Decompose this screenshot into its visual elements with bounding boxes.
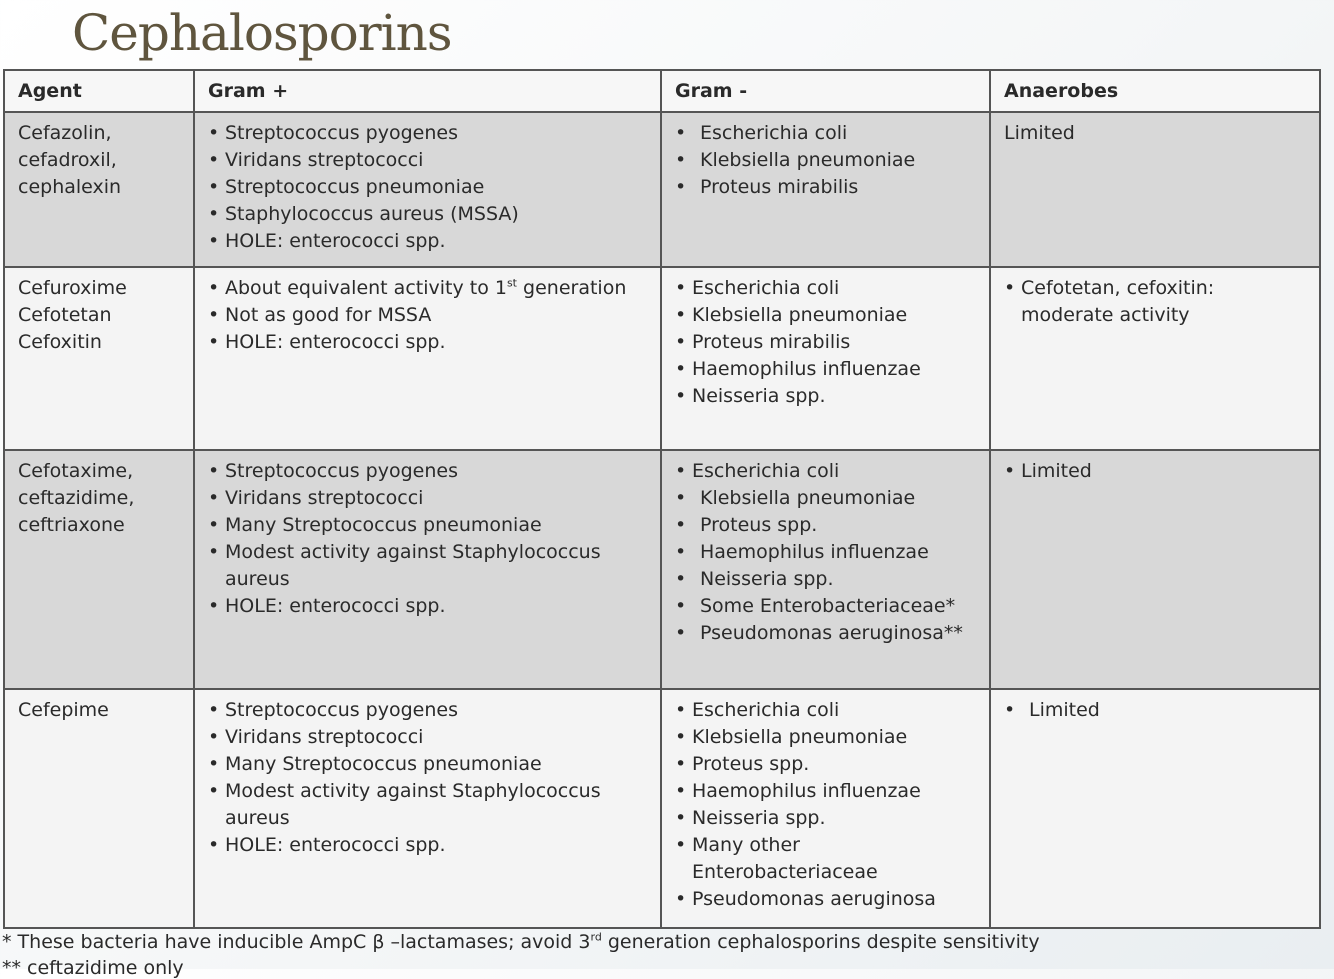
- table-row: [4, 450, 1320, 689]
- list-item: • Many Streptococcus pneumoniae: [208, 512, 648, 539]
- list-item: • Not as good for MSSA: [208, 302, 648, 329]
- list-item: • Streptococcus pyogenes: [208, 697, 648, 724]
- agent-cell: [4, 267, 194, 450]
- agent-name: ceftriaxone: [18, 514, 125, 536]
- agent-name: Cefoxitin: [18, 331, 102, 353]
- anaerobes-cell: [990, 450, 1320, 689]
- list-item: • Klebsiella pneumoniae: [675, 485, 977, 512]
- agent-cell: [4, 450, 194, 689]
- agent-name: Cefazolin,: [18, 122, 112, 144]
- list-item: • Klebsiella pneumoniae: [675, 302, 977, 329]
- list-item: • Haemophilus influenzae: [675, 778, 977, 805]
- list-item: • Modest activity against Staphylococcus aureus: [208, 539, 648, 593]
- gram-positive-cell: [194, 450, 661, 689]
- header-gram-negative: Gram -: [661, 70, 990, 112]
- gram-positive-cell: [194, 267, 661, 450]
- list-item: • Streptococcus pyogenes: [208, 458, 648, 485]
- agent-name: Cefotetan: [18, 304, 112, 326]
- list-item: • Neisseria spp.: [675, 566, 977, 593]
- list-text: generation: [517, 277, 627, 299]
- list-item: • Pseudomonas aeruginosa: [675, 886, 977, 913]
- list-item: • Escherichia coli: [675, 697, 977, 724]
- table-row: [4, 267, 1320, 450]
- gram-negative-cell: [661, 450, 990, 689]
- footnote-ceftazidime: ** ceftazidime only: [2, 957, 184, 979]
- list-item: • Klebsiella pneumoniae: [675, 724, 977, 751]
- list-item: • Cefotetan, cefoxitin: moderate activity: [1004, 275, 1307, 329]
- list-text: About equivalent activity to 1: [225, 277, 507, 299]
- list-item: • HOLE: enterococci spp.: [208, 832, 648, 859]
- table-row: [4, 689, 1320, 928]
- gram-positive-cell: [194, 112, 661, 267]
- list-item: • Streptococcus pyogenes: [208, 120, 648, 147]
- list-item: • Proteus mirabilis: [675, 329, 977, 356]
- list-item: • Pseudomonas aeruginosa**: [675, 620, 977, 647]
- list-item: • Proteus mirabilis: [675, 174, 977, 201]
- list-item: • HOLE: enterococci spp.: [208, 228, 648, 255]
- header-gram-positive: Gram +: [194, 70, 661, 112]
- list-item: • Escherichia coli: [675, 458, 977, 485]
- list-item: • Neisseria spp.: [675, 805, 977, 832]
- list-item: • Proteus spp.: [675, 512, 977, 539]
- agent-name: ceftazidime,: [18, 487, 135, 509]
- list-item: • Escherichia coli: [675, 120, 977, 147]
- list-item: • Staphylococcus aureus (MSSA): [208, 201, 648, 228]
- list-item: • Viridans streptococci: [208, 485, 648, 512]
- list-item: • Many Streptococcus pneumoniae: [208, 751, 648, 778]
- header-anaerobes: Anaerobes: [990, 70, 1320, 112]
- agent-cell: [4, 689, 194, 928]
- table-header-row: [4, 70, 1320, 112]
- cephalosporin-table: [3, 69, 1321, 929]
- agent-name: Cefepime: [18, 699, 109, 721]
- list-item: • Modest activity against Staphylococcus aureus: [208, 778, 648, 832]
- list-item: • Streptococcus pneumoniae: [208, 174, 648, 201]
- gram-negative-cell: [661, 267, 990, 450]
- list-item: • Limited: [1004, 697, 1307, 724]
- footnote-ampc: [2, 931, 1040, 953]
- table-row: [4, 112, 1320, 267]
- gram-negative-cell: [661, 689, 990, 928]
- superscript: st: [506, 276, 517, 290]
- gram-positive-cell: [194, 689, 661, 928]
- list-item: • Neisseria spp.: [675, 383, 977, 410]
- list-item: • Viridans streptococci: [208, 147, 648, 174]
- list-item: • HOLE: enterococci spp.: [208, 593, 648, 620]
- list-item: • Haemophilus influenzae: [675, 356, 977, 383]
- anaerobes-cell: [990, 267, 1320, 450]
- agent-name: Cefuroxime: [18, 277, 127, 299]
- list-item: • Proteus spp.: [675, 751, 977, 778]
- list-item: • Escherichia coli: [675, 275, 977, 302]
- footnote-text: generation cephalosporins despite sensitivity: [601, 931, 1040, 953]
- anaerobes-cell: Limited: [990, 112, 1320, 267]
- anaerobes-cell: [990, 689, 1320, 928]
- page-title: Cephalosporins: [72, 4, 452, 62]
- list-item: • Viridans streptococci: [208, 724, 648, 751]
- agent-cell: [4, 112, 194, 267]
- list-item: • Limited: [1004, 458, 1307, 485]
- agent-name: cephalexin: [18, 176, 122, 198]
- list-item: • HOLE: enterococci spp.: [208, 329, 648, 356]
- list-item: [208, 275, 648, 302]
- gram-negative-cell: [661, 112, 990, 267]
- agent-name: cefadroxil,: [18, 149, 117, 171]
- list-item: • Some Enterobacteriaceae*: [675, 593, 977, 620]
- agent-name: Cefotaxime,: [18, 460, 134, 482]
- list-item: • Haemophilus influenzae: [675, 539, 977, 566]
- list-item: • Many other Enterobacteriaceae: [675, 832, 842, 886]
- footnote-text: * These bacteria have inducible AmpC β –lactamases; avoid 3: [2, 931, 591, 953]
- header-agent: Agent: [4, 70, 194, 112]
- list-item: • Klebsiella pneumoniae: [675, 147, 977, 174]
- superscript: rd: [590, 930, 602, 944]
